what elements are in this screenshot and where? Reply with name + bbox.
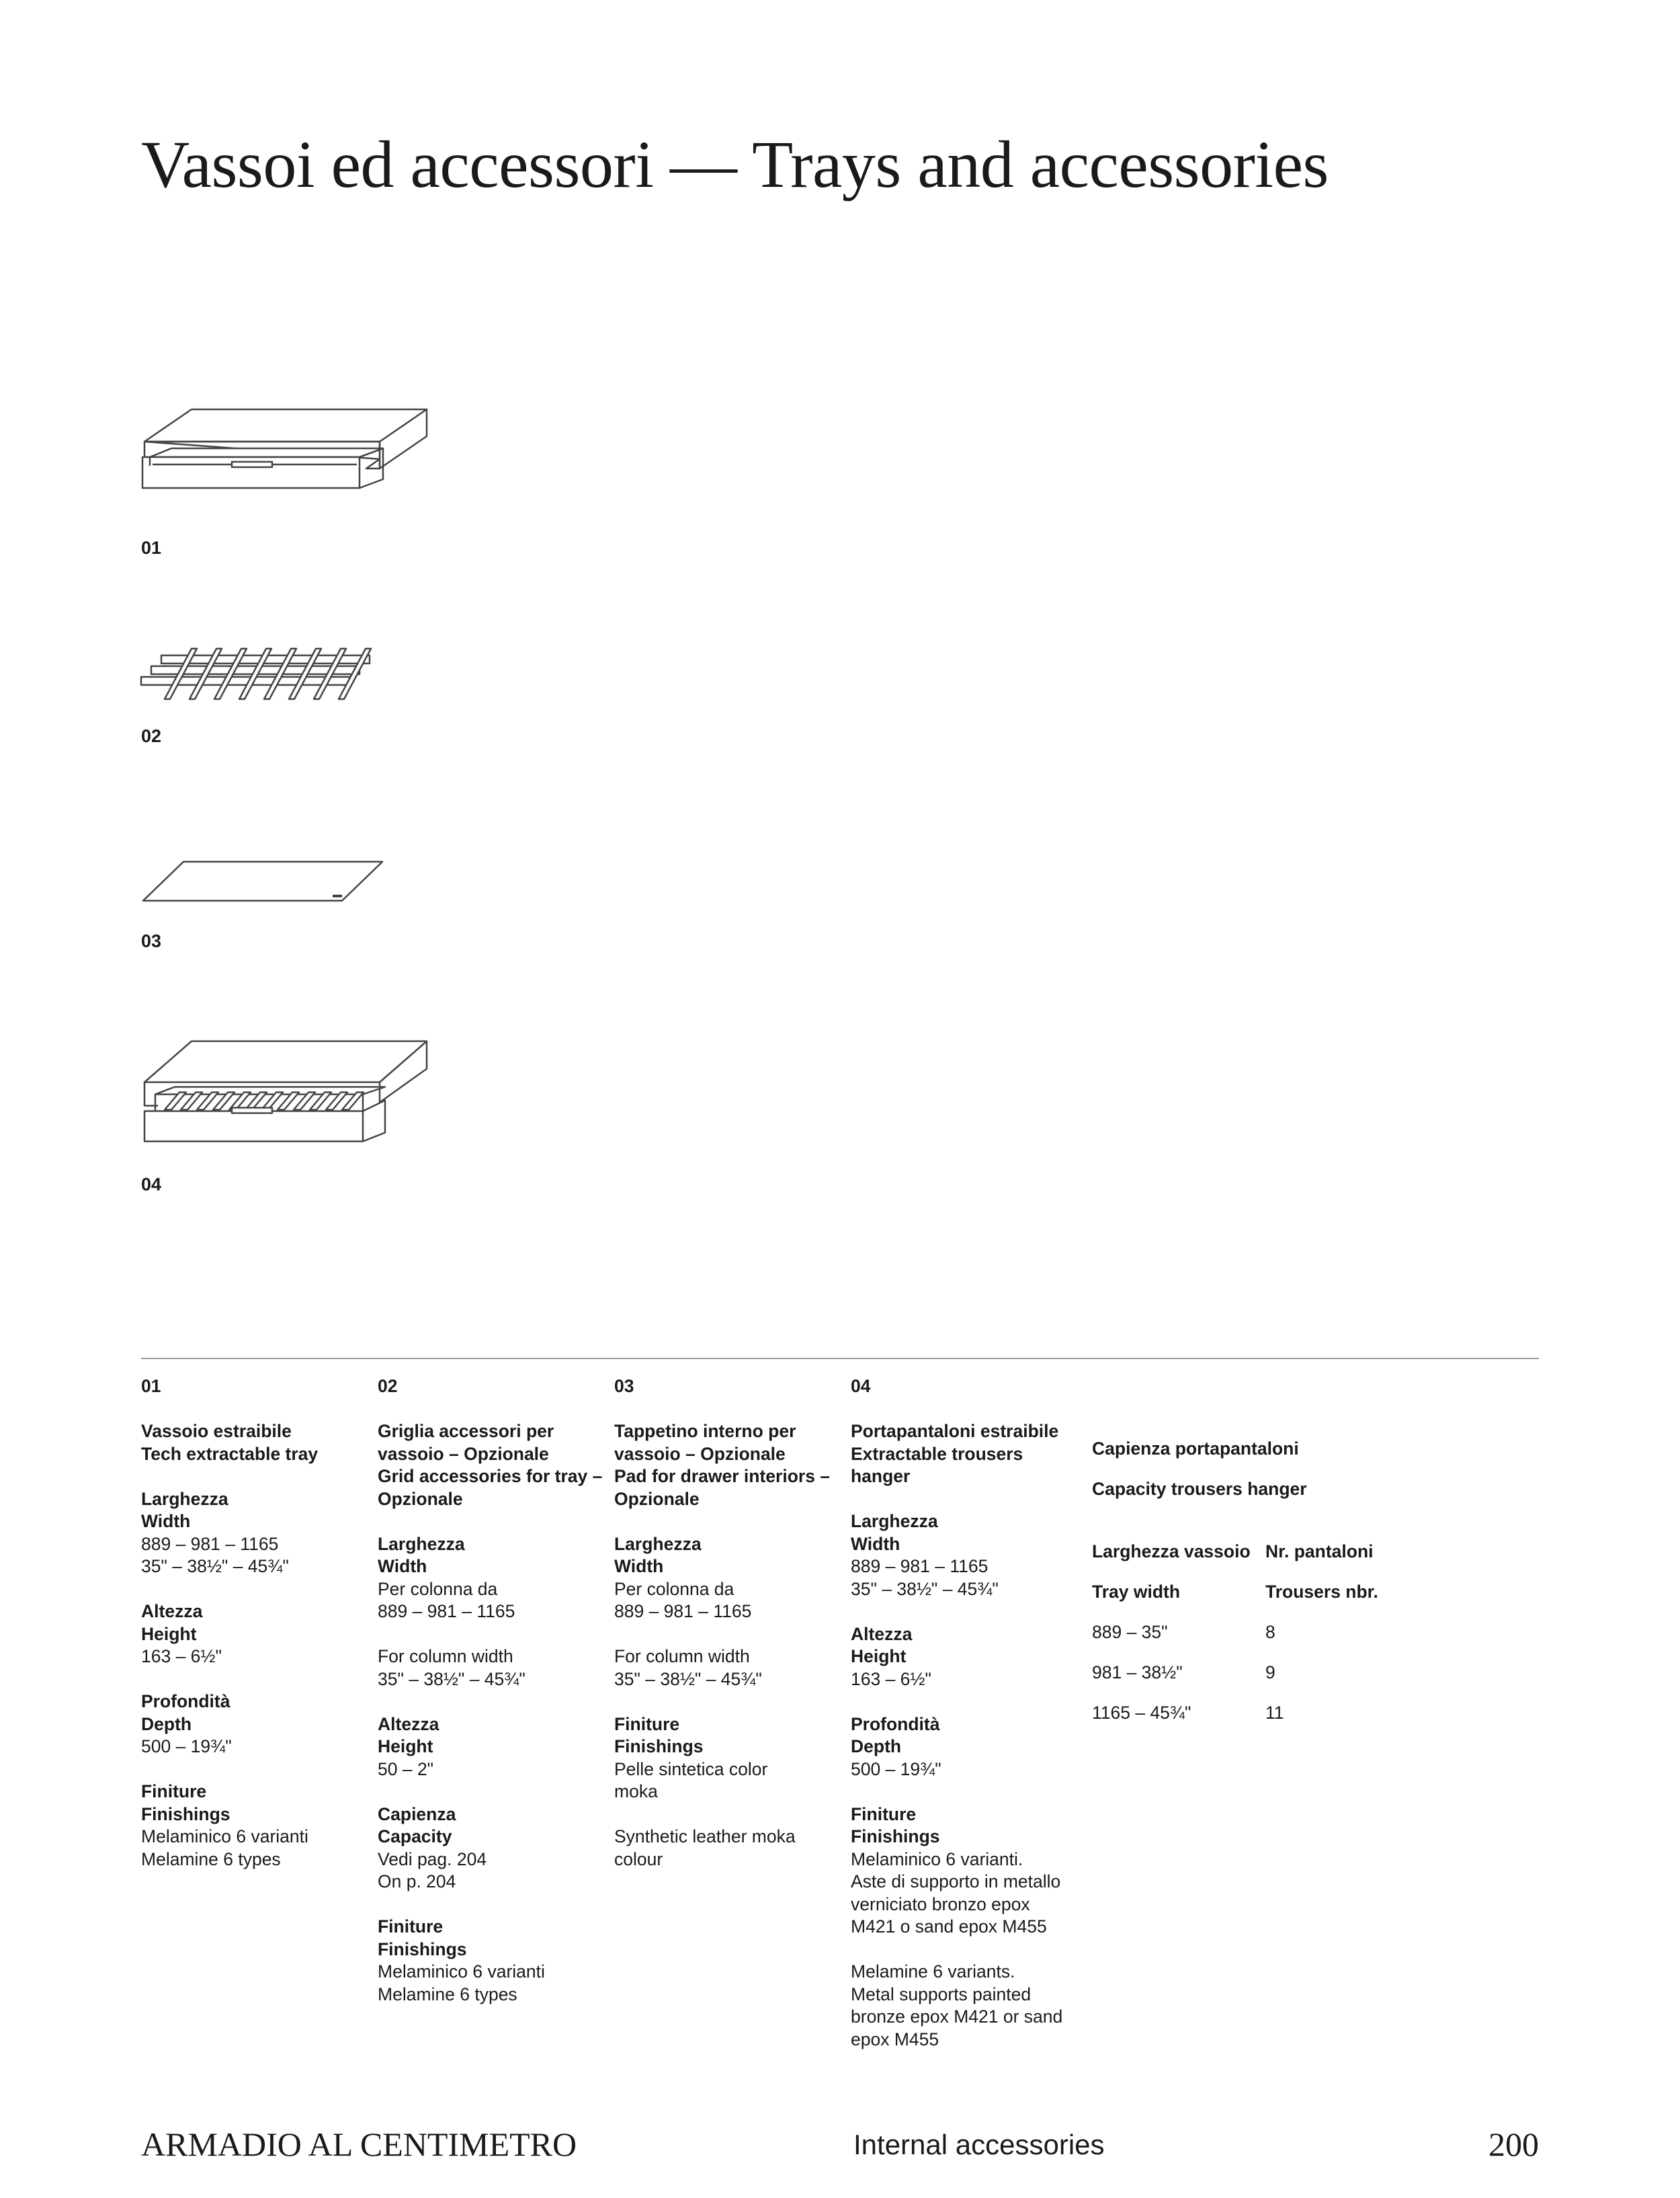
capacity-width-column [1092,1523,1265,1743]
illustration-extractable-tray [138,407,433,514]
capacity-row-count: 11 [1265,1703,1284,1723]
spec-value: Metal supports painted [851,1984,1032,2004]
spec-label: Profondità [141,1691,230,1711]
product-name-line: Tech extractable tray [141,1443,319,1464]
product-name-line: Opzionale [378,1488,463,1509]
product-name-line: Opzionale [614,1488,700,1509]
capacity-row-width: 1165 – 45¾" [1092,1703,1191,1723]
spec-block [851,1961,1079,2051]
spec-value: colour [614,1848,663,1869]
spec-value: For column width [378,1646,513,1666]
spec-label: Finiture [378,1916,444,1937]
spec-value: For column width [614,1646,750,1666]
capacity-count-column [1265,1523,1413,1743]
spec-value: Per colonna da [614,1578,734,1599]
page-number: 200 [1488,2125,1539,2163]
spec-value: Melamine 6 types [141,1848,281,1869]
capacity-col2-header-en: Trousers nbr. [1265,1582,1378,1602]
spec-block [851,1713,1079,1781]
spec-label: Depth [141,1713,192,1734]
spec-value: 35" – 38½" – 45¾" [378,1668,526,1689]
spec-value: Per colonna da [378,1578,498,1599]
capacity-row-count: 8 [1265,1622,1275,1642]
spec-label: Capienza [378,1803,456,1824]
spec-label: Larghezza [614,1533,702,1554]
spec-label: Finishings [614,1736,704,1756]
spec-label: Width [614,1556,664,1576]
product-name [378,1420,606,1510]
figure-number-04: 04 [141,1174,162,1194]
spec-column-01 [141,1375,370,1894]
capacity-table [1092,1420,1413,1742]
spec-value: bronze epox M421 or sand [851,2006,1063,2027]
spec-value: On p. 204 [378,1871,456,1891]
spec-label: Finiture [614,1713,680,1734]
spec-value: 163 – 6½" [851,1668,931,1689]
spec-block [378,1645,606,1691]
illustration-trousers-hanger [138,1039,433,1153]
spec-block [378,1916,606,2006]
spec-value: verniciato bronzo epox [851,1894,1030,1914]
spec-label: Larghezza [141,1488,228,1509]
capacity-col1-header-it: Larghezza vassoio [1092,1541,1251,1561]
spec-value: moka [614,1781,658,1801]
spec-label: Width [378,1556,427,1576]
spec-block [141,1600,370,1668]
spec-block [614,1713,843,1803]
capacity-row-width: 889 – 35" [1092,1622,1168,1642]
divider-line [141,1358,1539,1359]
illustration-drawer-pad [138,859,393,906]
spec-value: Vedi pag. 204 [378,1848,487,1869]
spec-block [851,1623,1079,1691]
spec-value: Synthetic leather moka [614,1826,796,1846]
product-name-line: Portapantaloni estraibile [851,1421,1059,1441]
spec-value: Aste di supporto in metallo [851,1871,1061,1891]
spec-value: 50 – 2" [378,1758,434,1779]
spec-value: epox M455 [851,2029,939,2049]
spec-label: Depth [851,1736,902,1756]
spec-label: Finiture [141,1781,207,1801]
spec-value: Pelle sintetica color [614,1758,768,1779]
capacity-col2-header-it: Nr. pantaloni [1265,1541,1374,1561]
spec-label: Altezza [851,1623,913,1644]
spec-value: Melaminico 6 varianti [141,1826,308,1846]
spec-value: 163 – 6½" [141,1646,222,1666]
spec-label: Altezza [378,1713,439,1734]
product-name-line: Griglia accessori per [378,1421,554,1441]
spec-number: 02 [378,1376,398,1396]
spec-number: 01 [141,1376,161,1396]
spec-label: Height [851,1646,907,1666]
spec-value: Melaminico 6 varianti [378,1961,545,1982]
spec-value: 889 – 981 – 1165 [851,1556,989,1576]
spec-column-04 [851,1375,1079,2074]
spec-label: Profondità [851,1713,940,1734]
capacity-title-en: Capacity trousers hanger [1092,1478,1307,1499]
product-name-line: Grid accessories for tray – [378,1466,603,1486]
figure-number-02: 02 [141,726,162,746]
spec-block [614,1533,843,1623]
product-name [851,1420,1079,1488]
spec-value: 500 – 19¾" [851,1758,941,1779]
footer-section-title: Internal accessories [853,2129,1105,2160]
spec-label: Width [851,1533,900,1554]
spec-value: 500 – 19¾" [141,1736,232,1756]
spec-label: Finishings [378,1939,467,1959]
product-name-line: Vassoio estraibile [141,1421,292,1441]
spec-block [378,1533,606,1623]
spec-label: Finishings [141,1803,230,1824]
spec-block [141,1781,370,1871]
spec-value: M421 o sand epox M455 [851,1916,1047,1937]
page-title: Vassoi ed accessori — Trays and accessories [141,127,1329,202]
figure-number-03: 03 [141,931,162,951]
footer-collection-name: ARMADIO AL CENTIMETRO [141,2125,577,2163]
product-name [614,1420,843,1510]
product-name-line: Extractable trousers [851,1443,1023,1464]
capacity-title-it: Capienza portapantaloni [1092,1438,1299,1459]
spec-label: Altezza [141,1601,203,1621]
capacity-row-count: 9 [1265,1662,1275,1682]
spec-block [614,1645,843,1691]
spec-label: Capacity [378,1826,452,1846]
spec-value: Melamine 6 variants. [851,1961,1015,1982]
product-name [141,1420,370,1465]
capacity-row-width: 981 – 38½" [1092,1662,1183,1682]
spec-value: 889 – 981 – 1165 [141,1533,279,1554]
spec-column-03 [614,1375,843,1894]
product-name-line: hanger [851,1466,911,1486]
product-name-line: Pad for drawer interiors – [614,1466,831,1486]
spec-label: Larghezza [851,1511,938,1531]
spec-block [851,1510,1079,1600]
product-name-line: Tappetino interno per [614,1421,796,1441]
product-name-line: vassoio – Opzionale [614,1443,786,1464]
capacity-col1-header-en: Tray width [1092,1582,1181,1602]
spec-label: Height [141,1623,197,1644]
spec-block [614,1826,843,1871]
spec-value: 889 – 981 – 1165 [378,1601,515,1621]
spec-block [141,1691,370,1758]
spec-column-02 [378,1375,606,2029]
spec-label: Height [378,1736,433,1756]
illustration-grid-accessories [138,642,393,709]
spec-label: Finiture [851,1803,917,1824]
spec-block [378,1803,606,1894]
spec-label: Finishings [851,1826,940,1846]
spec-value: 35" – 38½" – 45¾" [851,1578,999,1599]
spec-block [378,1713,606,1781]
product-name-line: vassoio – Opzionale [378,1443,549,1464]
spec-label: Larghezza [378,1533,465,1554]
spec-value: Melamine 6 types [378,1984,517,2004]
spec-value: Melaminico 6 varianti. [851,1848,1023,1869]
spec-value: 889 – 981 – 1165 [614,1601,752,1621]
spec-label: Width [141,1511,191,1531]
spec-number: 03 [614,1376,634,1396]
spec-value: 35" – 38½" – 45¾" [141,1556,289,1576]
spec-block [851,1803,1079,1939]
figure-number-01: 01 [141,538,162,558]
spec-number: 04 [851,1376,871,1396]
spec-block [141,1488,370,1578]
spec-value: 35" – 38½" – 45¾" [614,1668,762,1689]
